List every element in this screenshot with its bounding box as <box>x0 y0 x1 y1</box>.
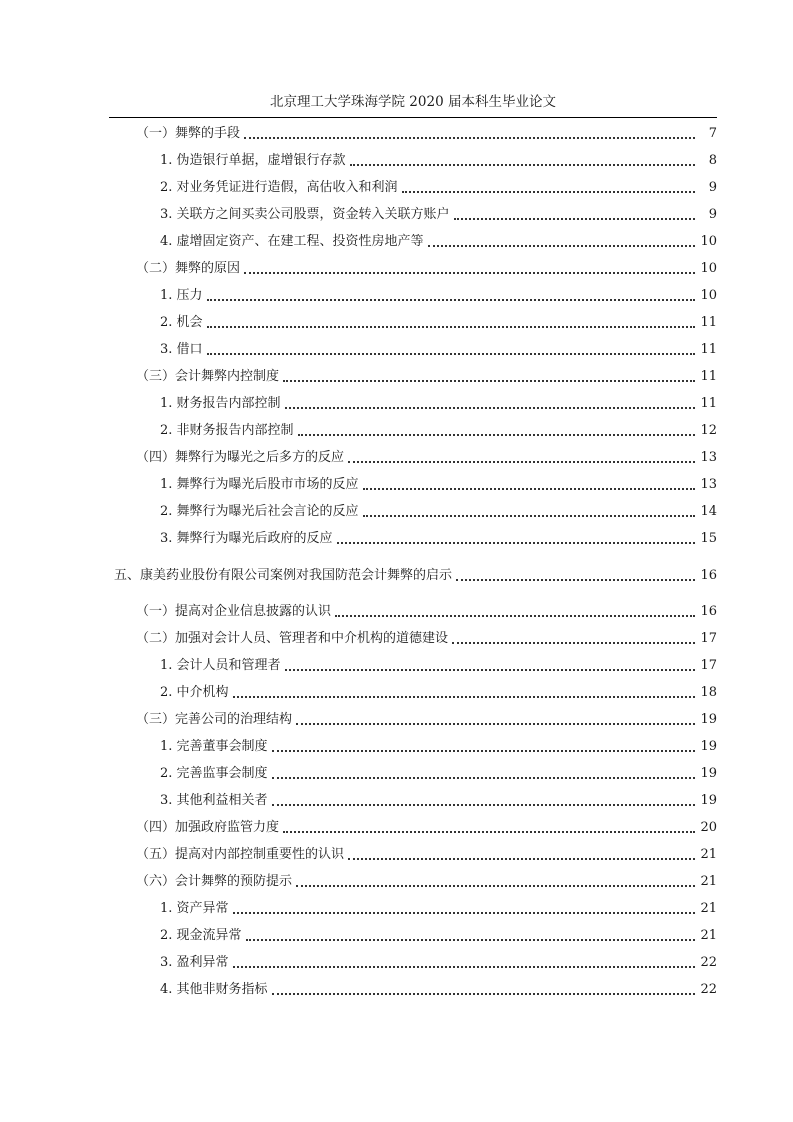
toc-leader-dots <box>363 515 695 517</box>
toc-leader-dots <box>428 245 695 247</box>
toc-entry[interactable] <box>0 844 717 864</box>
toc-entry-title: 1. 伪造银行单据，虚增银行存款 <box>160 153 346 168</box>
toc-entry-page-number: 11 <box>700 315 717 330</box>
toc-leader-dots <box>285 407 695 409</box>
toc-entry[interactable] <box>0 763 717 783</box>
toc-entry[interactable] <box>0 979 717 999</box>
toc-entry[interactable] <box>0 898 717 918</box>
toc-leader-dots <box>272 777 695 779</box>
toc-entry-title: 2. 机会 <box>160 315 203 330</box>
toc-entry[interactable] <box>0 628 717 648</box>
toc-entry-page-number: 13 <box>700 450 717 465</box>
toc-entry[interactable] <box>0 528 717 548</box>
toc-leader-dots <box>207 299 695 301</box>
toc-leader-dots <box>296 723 695 725</box>
toc-entry-title: （六）会计舞弊的预防提示 <box>136 874 293 889</box>
toc-entry-title: 1. 完善董事会制度 <box>160 739 268 754</box>
toc-entry[interactable] <box>0 420 717 440</box>
toc-leader-dots <box>454 218 695 220</box>
toc-entry-title: （四）舞弊行为曝光之后多方的反应 <box>136 450 345 465</box>
toc-entry-page-number: 18 <box>700 685 717 700</box>
toc-entry-title: 1. 财务报告内部控制 <box>160 396 281 411</box>
toc-leader-dots <box>363 488 695 490</box>
toc-entry[interactable] <box>0 871 717 891</box>
toc-entry-page-number: 11 <box>700 396 717 411</box>
toc-leader-dots <box>233 696 695 698</box>
toc-entry-title: （二）加强对会计人员、管理者和中介机构的道德建设 <box>136 631 449 646</box>
toc-entry[interactable] <box>0 339 717 359</box>
toc-entry-title: 4. 其他非财务指标 <box>160 982 268 997</box>
toc-leader-dots <box>402 191 695 193</box>
toc-entry[interactable] <box>0 601 717 621</box>
toc-entry[interactable] <box>0 312 717 332</box>
toc-entry-title: （一）提高对企业信息披露的认识 <box>136 604 332 619</box>
toc-leader-dots <box>272 804 695 806</box>
toc-leader-dots <box>244 137 695 139</box>
toc-entry-title: 2. 完善监事会制度 <box>160 766 268 781</box>
toc-entry-page-number: 12 <box>700 423 717 438</box>
toc-entry-title: 五、康美药业股份有限公司案例对我国防范会计舞弊的启示 <box>114 568 453 583</box>
toc-entry-page-number: 8 <box>708 153 717 168</box>
toc-entry-page-number: 14 <box>700 504 717 519</box>
toc-entry[interactable] <box>0 736 717 756</box>
toc-entry-page-number: 16 <box>700 568 717 583</box>
toc-entry-page-number: 20 <box>700 820 717 835</box>
toc-leader-dots <box>272 750 695 752</box>
toc-leader-dots <box>456 579 695 581</box>
toc-entry-title: （一）舞弊的手段 <box>136 126 241 141</box>
toc-leader-dots <box>350 164 695 166</box>
toc-entry[interactable] <box>0 565 717 585</box>
toc-entry-page-number: 10 <box>700 261 717 276</box>
toc-leader-dots <box>283 380 695 382</box>
toc-leader-dots <box>348 858 695 860</box>
toc-entry[interactable] <box>0 204 717 224</box>
toc-entry[interactable] <box>0 474 717 494</box>
toc-entry[interactable] <box>0 682 717 702</box>
toc-entry[interactable] <box>0 123 717 143</box>
toc-leader-dots <box>296 885 695 887</box>
toc-entry-page-number: 10 <box>700 288 717 303</box>
toc-entry-title: 1. 会计人员和管理者 <box>160 658 281 673</box>
toc-entry-page-number: 21 <box>700 928 717 943</box>
toc-leader-dots <box>335 615 695 617</box>
toc-entry-page-number: 17 <box>700 658 717 673</box>
toc-leader-dots <box>233 912 695 914</box>
toc-entry[interactable] <box>0 447 717 467</box>
toc-entry-title: 3. 借口 <box>160 342 203 357</box>
toc-entry-page-number: 13 <box>700 477 717 492</box>
toc-leader-dots <box>337 542 695 544</box>
toc-entry-page-number: 19 <box>700 766 717 781</box>
toc-entry-title: 2. 现金流异常 <box>160 928 242 943</box>
toc-entry[interactable] <box>0 925 717 945</box>
toc-entry-title: 2. 对业务凭证进行造假，高估收入和利润 <box>160 180 398 195</box>
toc-entry[interactable] <box>0 366 717 386</box>
toc-entry-title: 1. 资产异常 <box>160 901 229 916</box>
toc-entry-title: 1. 压力 <box>160 288 203 303</box>
toc-entry-title: （三）完善公司的治理结构 <box>136 712 293 727</box>
toc-entry-page-number: 10 <box>700 234 717 249</box>
toc-entry-page-number: 15 <box>700 531 717 546</box>
toc-entry[interactable] <box>0 952 717 972</box>
toc-entry-title: 3. 关联方之间买卖公司股票，资金转入关联方账户 <box>160 207 450 222</box>
toc-entry[interactable] <box>0 150 717 170</box>
toc-entry-page-number: 19 <box>700 793 717 808</box>
toc-entry-page-number: 16 <box>700 604 717 619</box>
toc-leader-dots <box>452 642 695 644</box>
toc-leader-dots <box>244 272 695 274</box>
toc-entry[interactable] <box>0 258 717 278</box>
toc-entry-title: 3. 舞弊行为曝光后政府的反应 <box>160 531 333 546</box>
toc-entry-page-number: 17 <box>700 631 717 646</box>
toc-entry-page-number: 19 <box>700 712 717 727</box>
toc-entry-page-number: 7 <box>708 126 717 141</box>
toc-entry-page-number: 21 <box>700 874 717 889</box>
toc-entry-title: （四）加强政府监管力度 <box>136 820 280 835</box>
toc-entry[interactable] <box>0 285 717 305</box>
toc-entry-title: 1. 舞弊行为曝光后股市市场的反应 <box>160 477 359 492</box>
toc-entry[interactable] <box>0 231 717 251</box>
toc-entry-page-number: 9 <box>708 207 717 222</box>
toc-leader-dots <box>207 353 695 355</box>
toc-entry-page-number: 9 <box>708 180 717 195</box>
toc-entry[interactable] <box>0 501 717 521</box>
toc-entry-title: 3. 盈利异常 <box>160 955 229 970</box>
toc-entry-page-number: 21 <box>700 847 717 862</box>
toc-entry-page-number: 19 <box>700 739 717 754</box>
toc-leader-dots <box>207 326 695 328</box>
toc-entry[interactable] <box>0 790 717 810</box>
toc-entry-title: （二）舞弊的原因 <box>136 261 241 276</box>
toc-entry[interactable] <box>0 177 717 197</box>
toc-entry[interactable] <box>0 655 717 675</box>
toc-entry-title: 2. 舞弊行为曝光后社会言论的反应 <box>160 504 359 519</box>
toc-entry-page-number: 22 <box>700 955 717 970</box>
page-header-title: 北京理工大学珠海学院 2020 届本科生毕业论文 <box>270 94 556 110</box>
toc-leader-dots <box>285 669 695 671</box>
toc-entry-page-number: 22 <box>700 982 717 997</box>
toc-entry-title: 4. 虚增固定资产、在建工程、投资性房地产等 <box>160 234 424 249</box>
toc-entry-title: 3. 其他利益相关者 <box>160 793 268 808</box>
toc-entry[interactable] <box>0 393 717 413</box>
toc-entry-page-number: 11 <box>700 369 717 384</box>
toc-leader-dots <box>348 461 695 463</box>
toc-leader-dots <box>233 966 695 968</box>
toc-entry[interactable] <box>0 817 717 837</box>
toc-entry-title: （五）提高对内部控制重要性的认识 <box>136 847 345 862</box>
toc-entry-title: 2. 非财务报告内部控制 <box>160 423 294 438</box>
toc-entry-title: 2. 中介机构 <box>160 685 229 700</box>
toc-leader-dots <box>283 831 695 833</box>
toc-leader-dots <box>246 939 695 941</box>
toc-entry[interactable] <box>0 709 717 729</box>
toc-entry-page-number: 21 <box>700 901 717 916</box>
toc-leader-dots <box>298 434 695 436</box>
toc-entry-page-number: 11 <box>700 342 717 357</box>
toc-leader-dots <box>272 993 695 995</box>
toc-entry-title: （三）会计舞弊内控制度 <box>136 369 280 384</box>
